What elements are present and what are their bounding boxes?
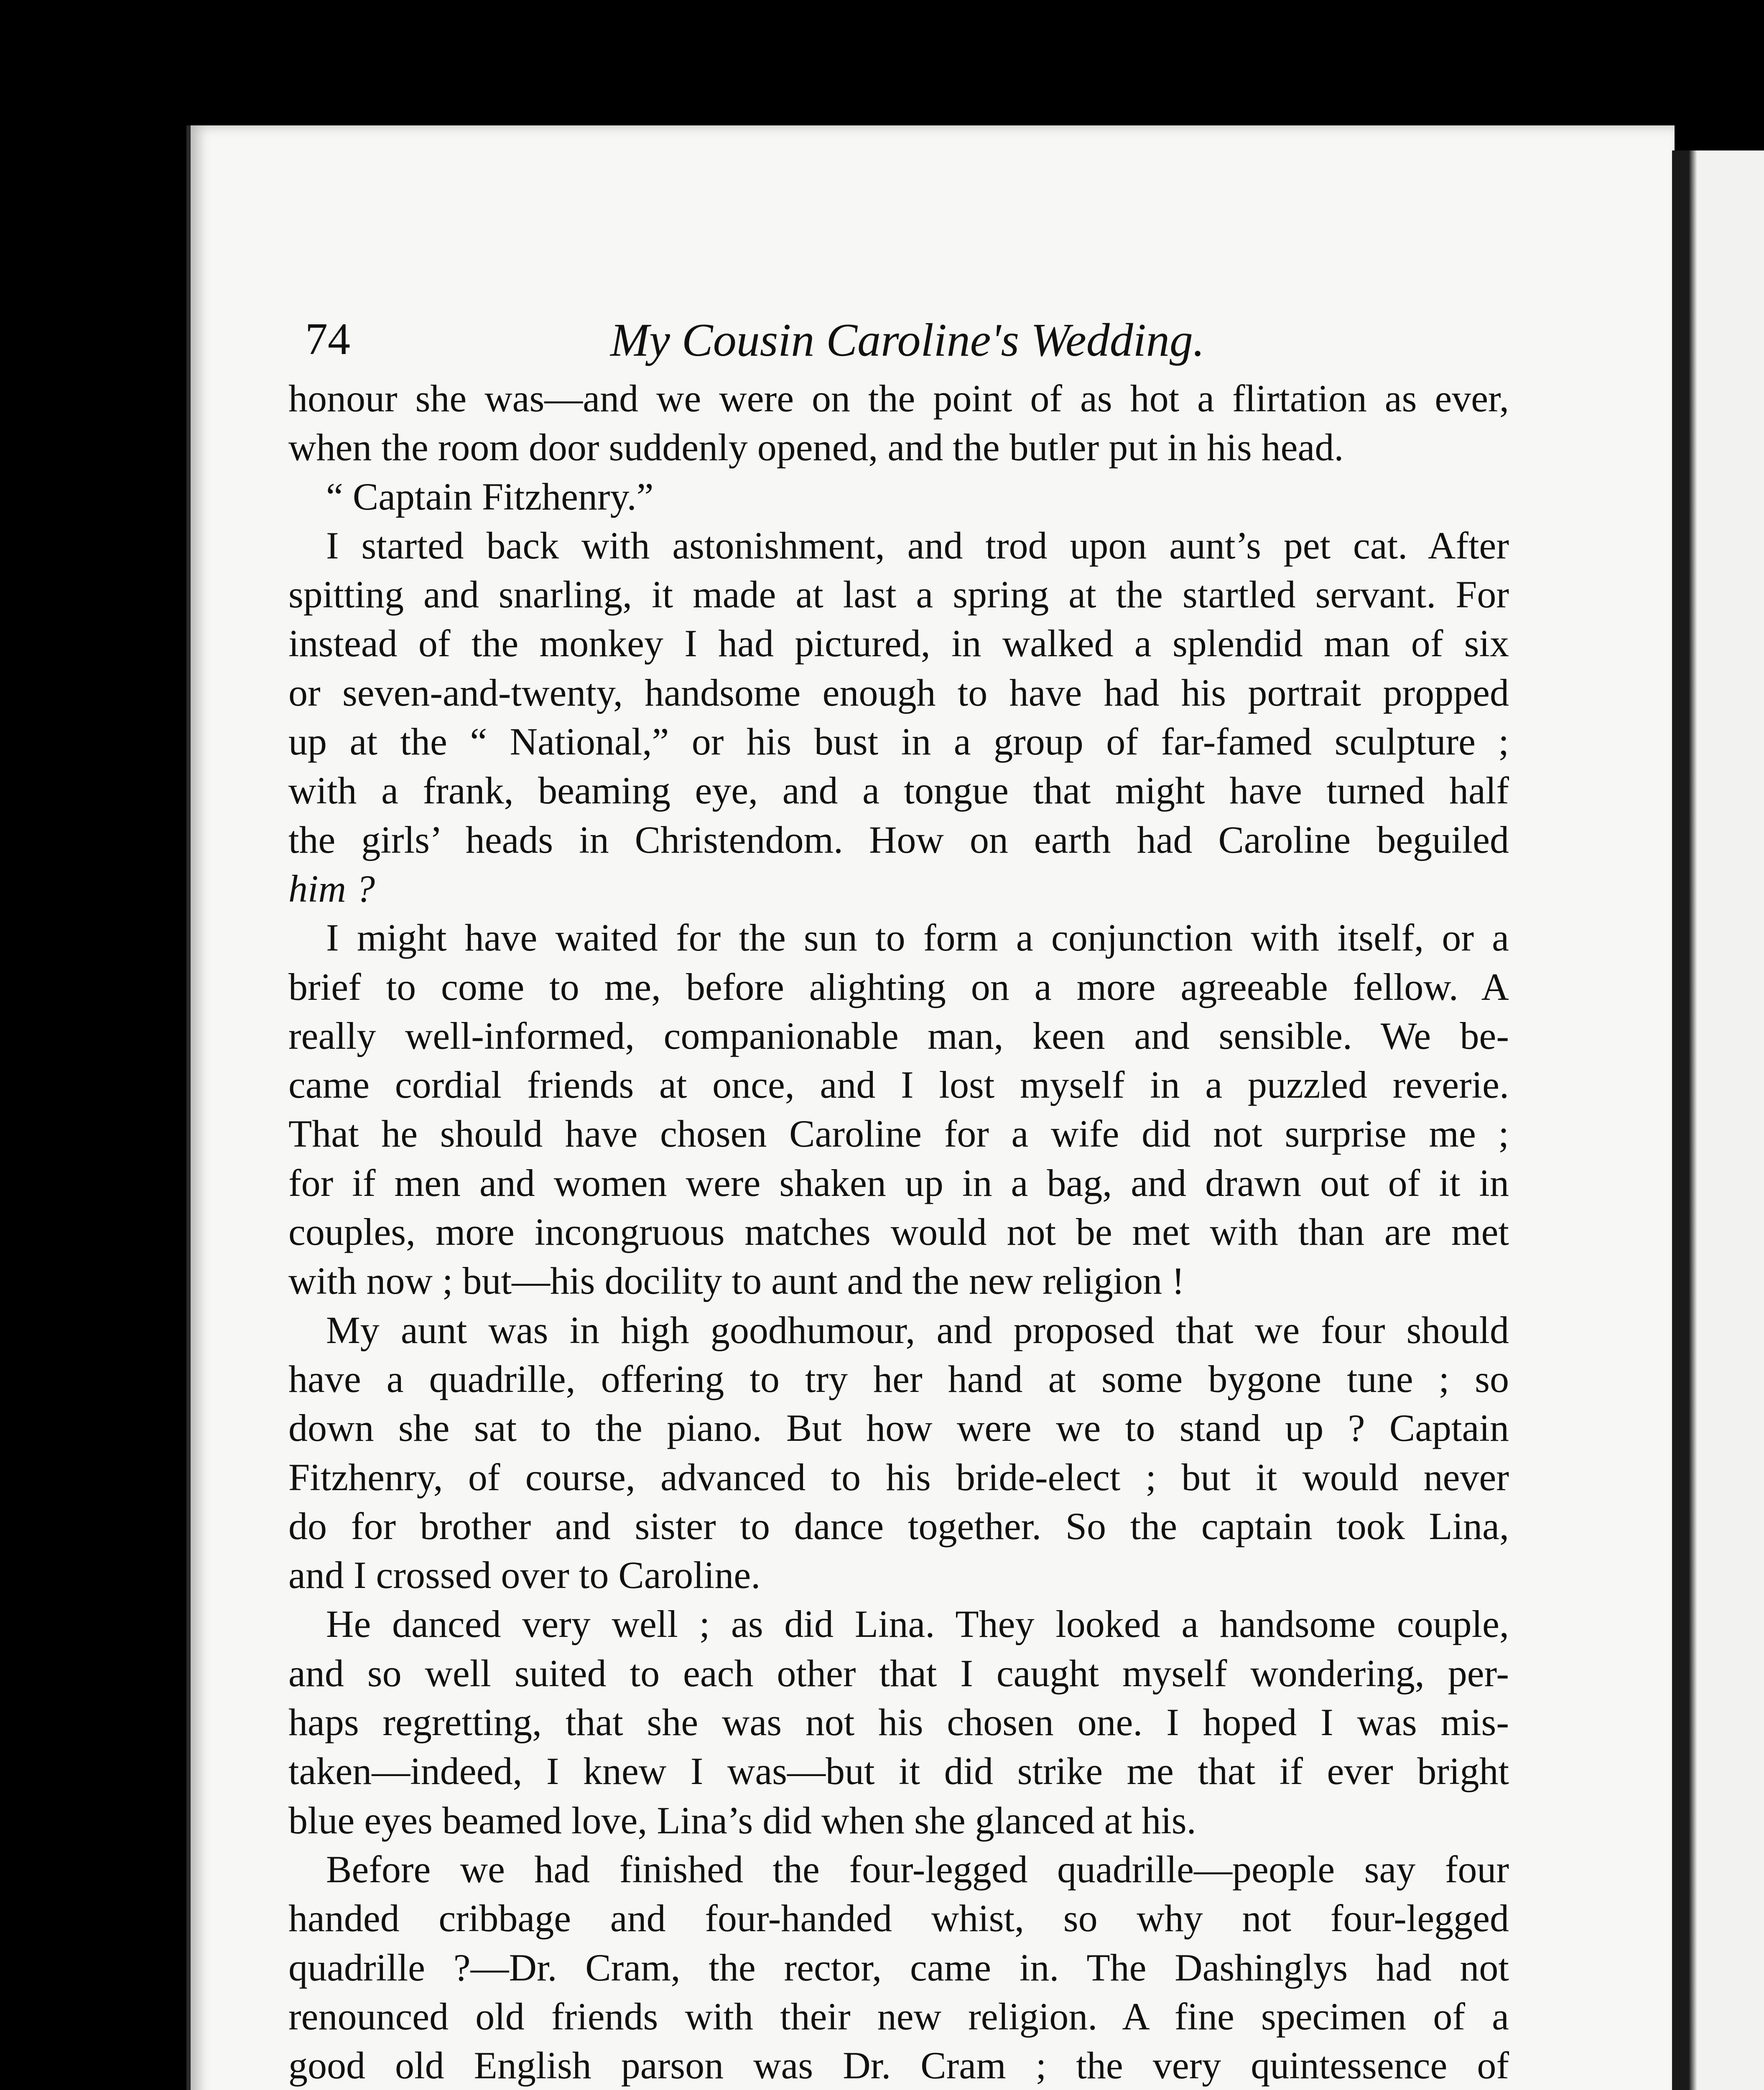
text-line: down she sat to the piano. But how were we to stand up ? Captain: [288, 1407, 1509, 1450]
text-line: haps regretting, that she was not his chosen one. I hoped I was mis-: [288, 1701, 1509, 1744]
text-line: with now ; but—his docility to aunt and the new religion !: [288, 1259, 1185, 1302]
text-line: quadrille ?—Dr. Cram, the rector, came in. The Dashinglys had not: [288, 1946, 1509, 1989]
next-page-edge: [1672, 150, 1764, 2090]
text-line: spitting and snarling, it made at last a spring at the startled servant. For: [288, 573, 1509, 616]
text-line: when the room door suddenly opened, and the butler put in his head.: [288, 426, 1344, 469]
text-line: for if men and women were shaken up in a bag, and drawn out of it in: [288, 1161, 1509, 1204]
text-line: That he should have chosen Caroline for a wife did not surprise me ;: [288, 1112, 1509, 1155]
text-line: the girls’ heads in Christendom. How on earth had Caroline beguiled: [288, 818, 1509, 861]
text-line: My aunt was in high goodhumour, and proposed that we four should: [326, 1308, 1509, 1351]
text-line: have a quadrille, offering to try her hand at some bygone tune ; so: [288, 1357, 1509, 1400]
text-line: He danced very well ; as did Lina. They looked a handsome couple,: [326, 1603, 1509, 1646]
body-text: [288, 374, 1509, 2090]
text-line: with a frank, beaming eye, and a tongue that might have turned half: [288, 769, 1509, 812]
text-line: renounced old friends with their new religion. A fine specimen of a: [288, 1995, 1509, 2038]
page-number: 74: [305, 314, 350, 364]
text-line: I might have waited for the sun to form a conjunction with itself, or a: [326, 916, 1509, 959]
text-line: I started back with astonishment, and trod upon aunt’s pet cat. After: [326, 524, 1509, 567]
text-line: couples, more incongruous matches would not be met with than are met: [288, 1211, 1509, 1254]
text-line: and so well suited to each other that I caught myself wondering, per-: [288, 1652, 1509, 1695]
text-line: taken—indeed, I knew I was—but it did strike me that if ever bright: [288, 1750, 1509, 1793]
text-line: came cordial friends at once, and I lost myself in a puzzled reverie.: [288, 1063, 1509, 1106]
page-header: [305, 305, 1517, 366]
text-line: honour she was—and we were on the point of as hot a flirtation as ever,: [288, 377, 1509, 420]
text-line: Fitzhenry, of course, advanced to his bride-elect ; but it would never: [288, 1455, 1509, 1499]
text-line: Before we had finished the four-legged quadrille—people say four: [326, 1848, 1509, 1891]
text-line: blue eyes beamed love, Lina’s did when she glanced at his.: [288, 1799, 1196, 1842]
text-line: him ?: [288, 867, 375, 910]
text-line: and I crossed over to Caroline.: [288, 1554, 761, 1597]
text-line: really well-informed, companionable man, keen and sensible. We be-: [288, 1014, 1509, 1057]
text-line: handed cribbage and four-handed whist, so why not four-legged: [288, 1897, 1509, 1940]
text-line: instead of the monkey I had pictured, in walked a splendid man of six: [288, 622, 1509, 665]
running-title: My Cousin Caroline's Wedding.: [610, 314, 1205, 366]
text-line: brief to come to me, before alighting on a more agreeable fellow. A: [288, 965, 1509, 1008]
text-line: or seven-and-twenty, handsome enough to have had his portrait propped: [288, 671, 1509, 714]
text-line: good old English parson was Dr. Cram ; the very quintessence of: [288, 2044, 1509, 2087]
text-line: do for brother and sister to dance together. So the captain took Lina,: [288, 1504, 1509, 1547]
text-line: up at the “ National,” or his bust in a group of far-famed sculpture ;: [288, 720, 1509, 763]
text-line: “ Captain Fitzhenry.”: [326, 475, 654, 518]
